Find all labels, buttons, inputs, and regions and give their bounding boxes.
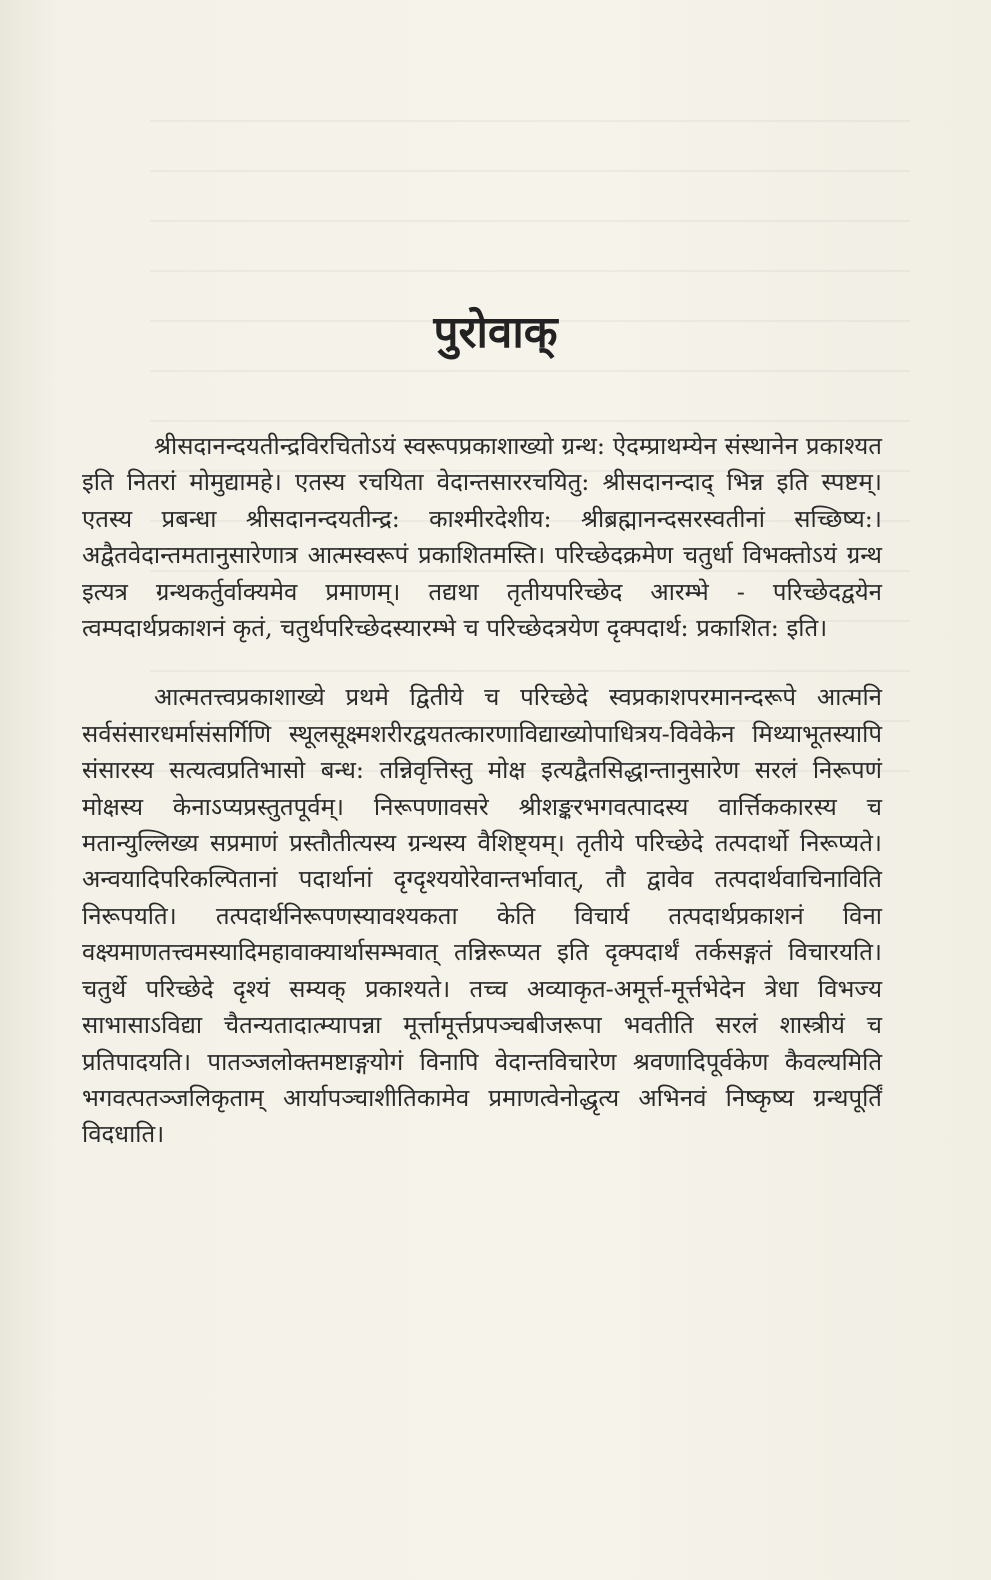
body-text (82, 428, 882, 1153)
page-title: पुरोवाक् (433, 307, 558, 358)
paragraph-1: श्रीसदानन्दयतीन्द्रविरचितोऽयं स्वरूपप्रकाशाख्यो ग्रन्थ: ऐदम्प्राथम्येन संस्थानेन प्रकाश्यत इति नितरां मोमुद्यामहे। एतस्य रचयिता वेदान्तसाररचयितु: श्रीसदानन्दाद् भिन्न इति स्पष्टम्। एतस्य प्रबन्धा श्रीसदानन्दयतीन्द्र: काश्मीरदेशीय: श्रीब्रह्मानन्दसरस्वतीनां सच्छिष्य:। अद्वैतवेदान्तमतानुसारेणात्र आत्मस्वरूपं प्रकाशितमस्ति। परिच्छेदक्रमेण चतुर्धा विभक्तोऽयं ग्रन्थ इत्यत्र ग्रन्थकर्तुर्वाक्यमेव प्रमाणम्। तद्यथा तृतीयपरिच्छेद आरम्भे - परिच्छेदद्वयेन त्वम्पदार्थप्रकाशनं कृतं, चतुर्थपरिच्छेदस्यारम्भे च परिच्छेदत्रयेण दृक्पदार्थ: प्रकाशित: इति। (82, 432, 882, 643)
paragraph-2: आत्मतत्त्वप्रकाशाख्ये प्रथमे द्वितीये च परिच्छेदे स्वप्रकाशपरमानन्दरूपे आत्मनि सर्वसंसारधर्मासंसर्गिणि स्थूलसूक्ष्मशरीरद्वयतत्कारणाविद्याख्योपाधित्रय-विवेकेन मिथ्याभूतस्यापि संसारस्य सत्यत्वप्रतिभासो बन्ध: तन्निवृत्तिस्तु मोक्ष इत्यद्वैतसिद्धान्तानुसारेण सरलं निरूपणं मोक्षस्य केनाऽप्यप्रस्तुतपूर्वम्। निरूपणावसरे श्रीशङ्करभगवत्पादस्य वार्त्तिककारस्य च मतान्युल्लिख्य सप्रमाणं प्रस्तौतीत्यस्य ग्रन्थस्य वैशिष्ट्यम्। तृतीये परिच्छेदे तत्पदार्थो निरूप्यते। अन्वयादिपरिकल्पितानां पदार्थानां दृग्दृश्ययोरेवान्तर्भावात्, तौ द्वावेव तत्पदार्थवाचिनाविति निरूपयति। तत्पदार्थनिरूपणस्यावश्यकता केति विचार्य तत्पदार्थप्रकाशनं विना वक्ष्यमाणतत्त्वमस्यादिमहावाक्यार्थासम्भवात् तन्निरूप्यत इति दृक्पदार्थं तर्कसङ्गतं विचारयति। चतुर्थे परिच्छेदे दृश्यं सम्यक् प्रकाश्यते। तच्च अव्याकृत-अमूर्त्त-मूर्त्तभेदेन त्रेधा विभज्य साभासाऽविद्या चैतन्यतादात्म्यापन्ना मूर्त्तामूर्त्तप्रपञ्चबीजरूपा भवतीति सरलं शास्त्रीयं च प्रतिपादयति। पातञ्जलोक्तमष्टाङ्गयोगं विनापि वेदान्तविचारेण श्रवणादिपूर्वकेण कैवल्यमिति भगवत्पतञ्जलिकृताम् आर्यापञ्चाशीतिकामेव प्रमाणत्वेनोद्धृत्य अभिनवं निष्कृष्य ग्रन्थपूर्तिं विदधाति। (82, 683, 882, 1149)
